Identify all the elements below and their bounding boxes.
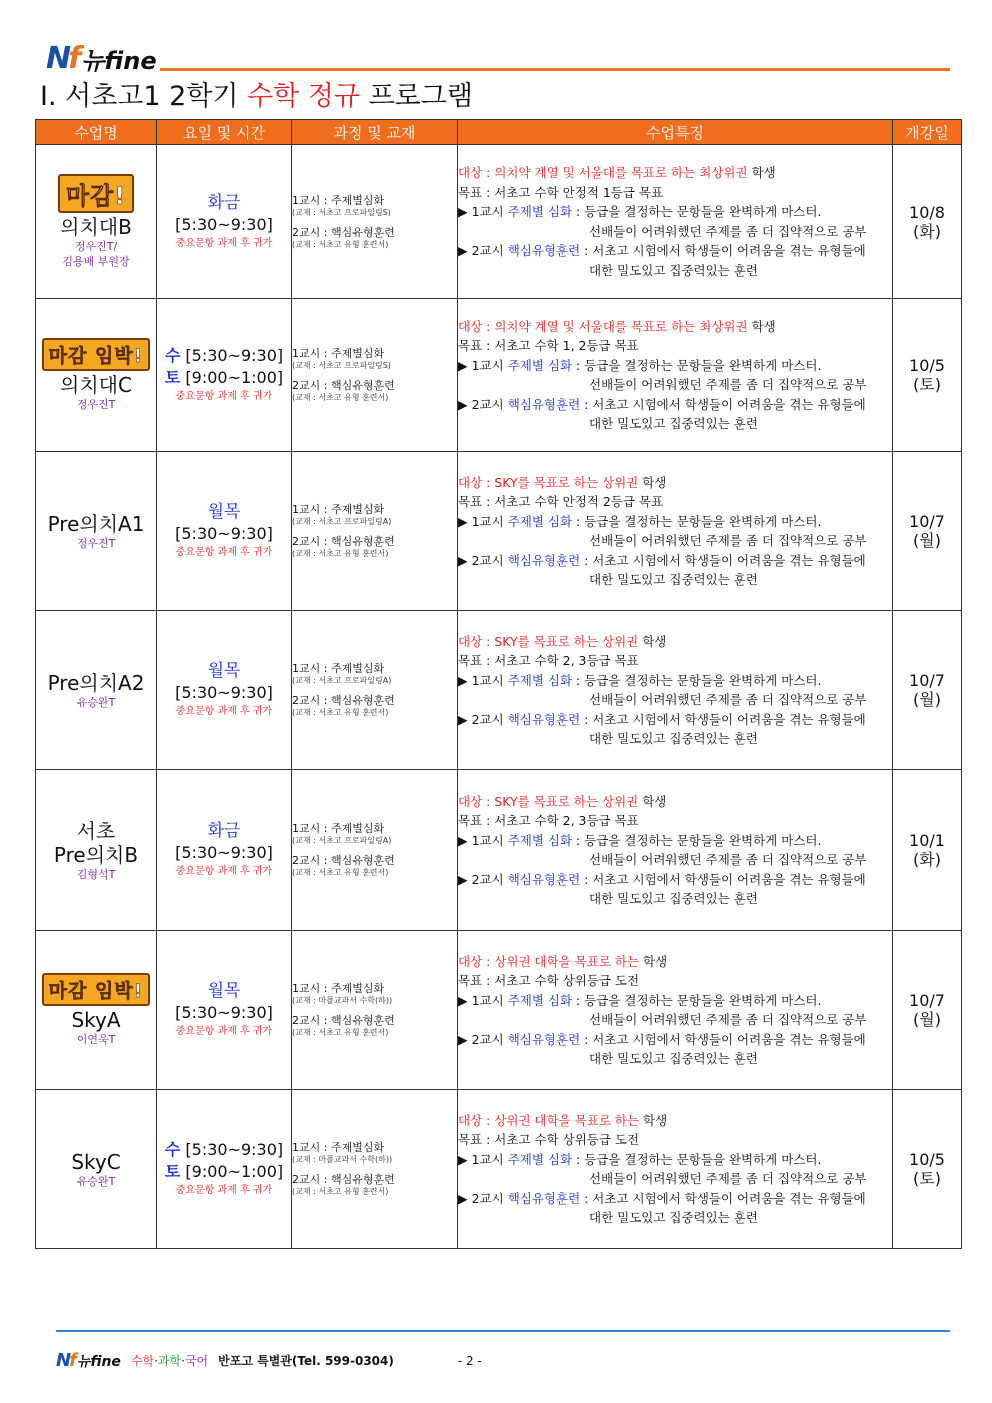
- period1-label: ▶ 1교시: [458, 832, 504, 848]
- start-date: 10/8: [909, 202, 945, 222]
- period1-book: (교재 : 서초고 프로파일링A): [292, 676, 392, 685]
- period1-book: (교재 : 서초고 프로파일링S): [292, 207, 391, 217]
- teacher-name-2: 김용배 부원장: [62, 255, 130, 268]
- title-suffix: 프로그램: [359, 81, 473, 112]
- footer: [56, 1350, 482, 1371]
- period2-topic: 핵심유형훈련: [507, 396, 581, 412]
- schedule-hours: [5:30~9:30]: [175, 214, 273, 234]
- period1-course: 1교시 : 주제별심화: [292, 503, 385, 516]
- schedule-note: 중요문항 과제 후 귀가: [175, 1185, 273, 1196]
- target-label: 대상 :: [458, 793, 495, 809]
- target-highlight: SKY를 목표로 하는 상위권: [494, 793, 639, 809]
- features-cell: [458, 452, 893, 611]
- schedule-days: 화금: [207, 192, 241, 213]
- start-weekday: (화): [913, 850, 941, 869]
- period2-book: (교재 : 서초고 유형 훈련서): [292, 1028, 389, 1037]
- period2-topic: 핵심유형훈련: [507, 243, 581, 258]
- period2-label: ▶ 2교시: [458, 243, 504, 258]
- period2-label: ▶ 2교시: [458, 871, 504, 887]
- period2-topic: 핵심유형훈련: [507, 871, 581, 887]
- period2-book: (교재 : 서초고 유형 훈련서): [292, 549, 389, 558]
- schedule-hours: [5:30~9:30]: [175, 683, 273, 702]
- target-label: 대상 :: [458, 318, 495, 334]
- teacher-name: 유승완T: [76, 1174, 116, 1188]
- target-line: [458, 317, 892, 337]
- period1-topic: 주제별 심화: [507, 672, 573, 688]
- period2-desc: : 서초고 시험에서 학생들이 어려움을 겪는 유형들에: [580, 552, 866, 568]
- period1-book: (교재 : 마플교과서 수학(하)): [292, 996, 393, 1005]
- start-date-cell: [893, 145, 962, 299]
- table-row: [36, 299, 962, 452]
- course-cell: [292, 1090, 458, 1249]
- target-suffix: 학생: [638, 793, 667, 809]
- period2-book: (교재 : 서초고 유형 훈련서): [292, 393, 389, 402]
- target-suffix: 학생: [638, 633, 667, 649]
- period2-course: 2교시 : 핵심유형훈련: [292, 694, 395, 707]
- start-date-cell: [893, 1090, 962, 1249]
- period1-topic: 주제별 심화: [507, 1151, 573, 1167]
- period2-line: [458, 395, 892, 415]
- period1-topic: 주제별 심화: [507, 992, 573, 1008]
- period1-desc-2: 선배들이 어려워했던 주제를 좀 더 집약적으로 공부: [589, 692, 867, 707]
- period2-line: [458, 551, 892, 571]
- schedule-row: [157, 1161, 291, 1183]
- target-label: 대상 :: [458, 953, 495, 969]
- class-name-cell: [36, 770, 157, 931]
- schedule-day: 수: [164, 1140, 181, 1159]
- class-name: Pre의치B: [53, 842, 139, 867]
- features-cell: [458, 611, 893, 770]
- schedule-cell: [157, 1090, 292, 1249]
- period1-topic: 주제별 심화: [507, 513, 573, 529]
- class-name: 의치대B: [60, 215, 132, 239]
- schedule-note: 중요문항 과제 후 귀가: [175, 1026, 273, 1037]
- goal-line: 목표 : 서초고 수학 상위등급 도전: [458, 973, 640, 988]
- period2-desc-2: 대한 밀도있고 집중력있는 훈련: [589, 416, 758, 431]
- target-suffix: 학생: [639, 1112, 668, 1128]
- class-name: Pre의치A1: [47, 511, 145, 536]
- start-date: 10/7: [909, 512, 945, 531]
- goal-line: 목표 : 서초고 수학 2, 3등급 목표: [458, 653, 639, 668]
- features-cell: [458, 931, 893, 1090]
- period2-desc-2: 대한 밀도있고 집중력있는 훈련: [589, 731, 758, 746]
- period2-line: [458, 1030, 892, 1050]
- target-highlight: 의치약 계열 및 서울대를 목표로 하는 최상위권: [494, 165, 748, 180]
- period2-topic: 핵심유형훈련: [507, 1031, 581, 1047]
- goal-line: 목표 : 서초고 수학 상위등급 도전: [458, 1132, 640, 1147]
- course-cell: [292, 931, 458, 1090]
- title-prefix: Ⅰ. 서초고1 2학기: [40, 81, 248, 112]
- target-suffix: 학생: [747, 165, 776, 180]
- goal-line: 목표 : 서초고 수학 안정적 2등급 목표: [458, 494, 664, 509]
- goal-line: 목표 : 서초고 수학 안정적 1등급 목표: [458, 184, 664, 200]
- schedule-cell: [157, 299, 292, 452]
- start-date: 10/5: [909, 356, 945, 375]
- period1-line: [458, 512, 892, 532]
- period2-topic: 핵심유형훈련: [507, 711, 581, 727]
- period2-desc-2: 대한 밀도있고 집중력있는 훈련: [589, 1210, 758, 1225]
- goal-line: 목표 : 서초고 수학 2, 3등급 목표: [458, 813, 639, 828]
- period2-course: 2교시 : 핵심유형훈련: [292, 225, 395, 239]
- period1-desc: : 등급을 결정하는 문항들을 완벽하게 마스터.: [572, 1151, 822, 1167]
- schedule-cell: [157, 770, 292, 931]
- target-highlight: 상위권 대학을 목표로 하는: [494, 953, 640, 969]
- period2-course: 2교시 : 핵심유형훈련: [292, 379, 395, 392]
- period2-line: [458, 870, 892, 890]
- schedule-day: 토: [164, 1162, 181, 1181]
- period1-book: (교재 : 서초고 프로파일링A): [292, 836, 392, 845]
- period2-label: ▶ 2교시: [458, 1190, 504, 1206]
- period1-desc-2: 선배들이 어려워했던 주제를 좀 더 집약적으로 공부: [589, 223, 867, 239]
- target-highlight: 의치약 계열 및 서울대를 목표로 하는 최상위권: [494, 318, 748, 334]
- period1-label: ▶ 1교시: [458, 204, 504, 219]
- teacher-name: 정우진T: [76, 536, 116, 550]
- schedule-hours: [5:30~9:30]: [175, 524, 273, 543]
- schedule-hours: [5:30~9:30]: [185, 346, 284, 365]
- goal-line: 목표 : 서초고 수학 1, 2등급 목표: [458, 338, 639, 353]
- logo-mark: Nf: [46, 41, 79, 76]
- deadline-badge: 마감!: [58, 174, 134, 213]
- target-highlight: SKY를 목표로 하는 상위권: [494, 474, 639, 490]
- period1-desc-2: 선배들이 어려워했던 주제를 좀 더 집약적으로 공부: [589, 377, 867, 392]
- target-suffix: 학생: [638, 474, 667, 490]
- period2-desc: : 서초고 시험에서 학생들이 어려움을 겪는 유형들에: [580, 711, 866, 727]
- period1-line: [458, 202, 892, 222]
- schedule-days: 월목: [207, 981, 241, 1001]
- period1-desc-2: 선배들이 어려워했던 주제를 좀 더 집약적으로 공부: [589, 533, 867, 548]
- table-row: [36, 770, 962, 931]
- period2-book: (교재 : 서초고 유형 훈련서): [292, 868, 389, 877]
- period2-desc: : 서초고 시험에서 학생들이 어려움을 겪는 유형들에: [580, 396, 866, 412]
- table-row: [36, 145, 962, 299]
- start-weekday: (토): [913, 1169, 941, 1188]
- period2-desc-2: 대한 밀도있고 집중력있는 훈련: [589, 262, 758, 278]
- period1-label: ▶ 1교시: [458, 513, 504, 529]
- deadline-badge: 마감 임박!: [42, 338, 151, 371]
- period1-line: [458, 356, 892, 376]
- schedule-hours: [9:00~1:00]: [185, 368, 284, 387]
- period1-course: 1교시 : 주제별심화: [292, 1141, 385, 1154]
- start-weekday: (월): [913, 1010, 941, 1029]
- period2-desc-2: 대한 밀도있고 집중력있는 훈련: [589, 891, 758, 906]
- class-name-cell: [36, 452, 157, 611]
- footer-logo-brand: 뉴fine: [76, 1353, 121, 1370]
- teacher-name: 정우진T: [76, 398, 116, 411]
- footer-subjects: [131, 1352, 208, 1369]
- schedule-note: 중요문항 과제 후 귀가: [175, 391, 273, 402]
- period2-desc-2: 대한 밀도있고 집중력있는 훈련: [589, 1051, 758, 1066]
- schedule-hours: [9:00~1:00]: [185, 1162, 284, 1181]
- schedule-cell: [157, 452, 292, 611]
- period1-book: (교재 : 서초고 프로파일링A): [292, 517, 392, 526]
- start-date-cell: [893, 931, 962, 1090]
- subject-korean: 국어: [184, 1354, 209, 1368]
- col-features: 수업특징: [458, 120, 893, 145]
- page-title: [40, 80, 473, 114]
- period2-book: (교재 : 서초고 유형 훈련서): [292, 708, 389, 717]
- target-line: [458, 163, 892, 183]
- period2-line: [458, 1189, 892, 1209]
- class-name: Pre의치A2: [47, 670, 145, 695]
- period1-course: 1교시 : 주제별심화: [292, 193, 385, 207]
- period1-label: ▶ 1교시: [458, 1151, 504, 1167]
- table-row: [36, 611, 962, 770]
- schedule-day: 토: [164, 368, 181, 387]
- footer-rule: [56, 1330, 950, 1332]
- period2-topic: 핵심유형훈련: [507, 1190, 581, 1206]
- period1-desc: : 등급을 결정하는 문항들을 완벽하게 마스터.: [572, 832, 822, 848]
- period2-desc: : 서초고 시험에서 학생들이 어려움을 겪는 유형들에: [580, 243, 866, 258]
- features-cell: [458, 145, 893, 299]
- footer-logo-mark: Nf: [56, 1350, 75, 1371]
- period2-line: [458, 710, 892, 730]
- start-weekday: (월): [913, 690, 941, 709]
- target-suffix: 학생: [747, 318, 776, 334]
- schedule-note: 중요문항 과제 후 귀가: [175, 866, 273, 877]
- schedule-cell: [157, 611, 292, 770]
- target-line: [458, 952, 892, 972]
- period1-course: 1교시 : 주제별심화: [292, 347, 385, 360]
- table-row: [36, 931, 962, 1090]
- target-label: 대상 :: [458, 633, 495, 649]
- col-course-book: 과정 및 교재: [292, 120, 458, 145]
- period2-label: ▶ 2교시: [458, 552, 504, 568]
- schedule-days: 월목: [207, 661, 241, 681]
- schedule-hours: [5:30~9:30]: [175, 1003, 273, 1022]
- start-date: 10/1: [909, 831, 945, 850]
- period2-course: 2교시 : 핵심유형훈련: [292, 1014, 395, 1027]
- period1-book: (교재 : 마플교과서 수학(하)): [292, 1155, 393, 1164]
- period1-desc-2: 선배들이 어려워했던 주제를 좀 더 집약적으로 공부: [589, 1012, 867, 1027]
- schedule-hours: [5:30~9:30]: [175, 843, 273, 862]
- schedule-cell: [157, 145, 292, 299]
- target-highlight: SKY를 목표로 하는 상위권: [494, 633, 639, 649]
- start-date: 10/5: [909, 1150, 945, 1169]
- table-header-row: [36, 120, 962, 145]
- period2-line: [458, 241, 892, 261]
- course-cell: [292, 452, 458, 611]
- period1-line: [458, 831, 892, 851]
- schedule-note: 중요문항 과제 후 귀가: [175, 706, 273, 717]
- period2-course: 2교시 : 핵심유형훈련: [292, 1173, 395, 1186]
- teacher-name: 이연욱T: [76, 1033, 116, 1046]
- period1-topic: 주제별 심화: [507, 357, 573, 373]
- schedule-row: [157, 367, 291, 389]
- table-row: [36, 452, 962, 611]
- period1-line: [458, 671, 892, 691]
- features-cell: [458, 299, 893, 452]
- course-cell: [292, 611, 458, 770]
- period2-label: ▶ 2교시: [458, 711, 504, 727]
- start-weekday: (토): [913, 375, 941, 394]
- footer-branch: 반포고 특별관(Tel. 599-0304): [218, 1354, 394, 1368]
- period1-line: [458, 991, 892, 1011]
- period2-desc: : 서초고 시험에서 학생들이 어려움을 겪는 유형들에: [580, 1190, 866, 1206]
- target-label: 대상 :: [458, 474, 495, 490]
- class-name: 의치대C: [60, 373, 132, 397]
- period2-desc-2: 대한 밀도있고 집중력있는 훈련: [589, 572, 758, 587]
- period1-topic: 주제별 심화: [507, 204, 573, 219]
- title-highlight: 수학 정규: [247, 81, 360, 112]
- target-label: 대상 :: [458, 1112, 495, 1128]
- period1-desc: : 등급을 결정하는 문항들을 완벽하게 마스터.: [572, 357, 822, 373]
- period1-desc-2: 선배들이 어려워했던 주제를 좀 더 집약적으로 공부: [589, 1171, 867, 1186]
- course-cell: [292, 770, 458, 931]
- features-cell: [458, 770, 893, 931]
- period1-book: (교재 : 서초고 프로파일링S): [292, 361, 391, 370]
- program-table: [35, 119, 962, 1249]
- schedule-cell: [157, 931, 292, 1090]
- start-date-cell: [893, 299, 962, 452]
- target-label: 대상 :: [458, 165, 495, 180]
- class-name: SkyA: [71, 1008, 121, 1032]
- period2-book: (교재 : 서초고 유형 훈련서): [292, 1187, 389, 1196]
- header-rule: [160, 68, 950, 71]
- target-line: [458, 632, 892, 652]
- period1-course: 1교시 : 주제별심화: [292, 982, 385, 995]
- course-cell: [292, 299, 458, 452]
- logo: [46, 41, 157, 76]
- start-date: 10/7: [909, 991, 945, 1010]
- period1-line: [458, 1150, 892, 1170]
- start-date-cell: [893, 770, 962, 931]
- period1-label: ▶ 1교시: [458, 672, 504, 688]
- class-name-cell: [36, 931, 157, 1090]
- schedule-days: 월목: [207, 502, 241, 522]
- period1-desc: : 등급을 결정하는 문항들을 완벽하게 마스터.: [572, 992, 822, 1008]
- class-name: 서초: [76, 818, 116, 843]
- period2-course: 2교시 : 핵심유형훈련: [292, 854, 395, 867]
- period1-topic: 주제별 심화: [507, 832, 573, 848]
- period1-desc: : 등급을 결정하는 문항들을 완벽하게 마스터.: [572, 513, 822, 529]
- period1-course: 1교시 : 주제별심화: [292, 662, 385, 675]
- class-name-cell: [36, 145, 157, 299]
- period1-label: ▶ 1교시: [458, 992, 504, 1008]
- col-class-name: 수업명: [36, 120, 157, 145]
- target-suffix: 학생: [639, 953, 668, 969]
- target-highlight: 상위권 대학을 목표로 하는: [494, 1112, 640, 1128]
- subject-sep: ·: [181, 1354, 185, 1368]
- period1-desc: : 등급을 결정하는 문항들을 완벽하게 마스터.: [572, 204, 822, 219]
- class-name-cell: [36, 299, 157, 452]
- target-line: [458, 473, 892, 493]
- teacher-name: 유승완T: [76, 695, 116, 709]
- subject-math: 수학: [130, 1354, 155, 1368]
- period2-course: 2교시 : 핵심유형훈련: [292, 535, 395, 548]
- schedule-days: 화금: [207, 821, 241, 841]
- schedule-note: 중요문항 과제 후 귀가: [175, 547, 273, 558]
- subject-science: 과학: [157, 1354, 182, 1368]
- page-number: - 2 -: [457, 1353, 482, 1368]
- schedule-row: [157, 1139, 291, 1161]
- period1-desc: : 등급을 결정하는 문항들을 완벽하게 마스터.: [572, 672, 822, 688]
- start-date-cell: [893, 452, 962, 611]
- col-day-time: 요일 및 시간: [157, 120, 292, 145]
- target-line: [458, 792, 892, 812]
- class-name: SkyC: [71, 1149, 121, 1174]
- schedule-hours: [5:30~9:30]: [185, 1140, 284, 1159]
- schedule-row: [157, 345, 291, 367]
- course-cell: [292, 145, 458, 299]
- start-weekday: (화): [913, 221, 941, 241]
- schedule-day: 수: [164, 346, 181, 365]
- period2-desc: : 서초고 시험에서 학생들이 어려움을 겪는 유형들에: [580, 1031, 866, 1047]
- start-date-cell: [893, 611, 962, 770]
- target-line: [458, 1111, 892, 1131]
- subject-sep: ·: [154, 1354, 158, 1368]
- start-weekday: (월): [913, 531, 941, 550]
- class-name-cell: [36, 611, 157, 770]
- features-cell: [458, 1090, 893, 1249]
- period2-label: ▶ 2교시: [458, 1031, 504, 1047]
- schedule-note: 중요문항 과제 후 귀가: [175, 237, 273, 249]
- teacher-name: 정우진T/: [74, 240, 118, 253]
- period2-topic: 핵심유형훈련: [507, 552, 581, 568]
- logo-brand: 뉴fine: [81, 47, 157, 75]
- class-name-cell: [36, 1090, 157, 1249]
- period2-label: ▶ 2교시: [458, 396, 504, 412]
- period1-course: 1교시 : 주제별심화: [292, 822, 385, 835]
- table-row: [36, 1090, 962, 1249]
- deadline-badge: 마감 임박!: [42, 973, 151, 1006]
- period2-desc: : 서초고 시험에서 학생들이 어려움을 겪는 유형들에: [580, 871, 866, 887]
- col-start-date: 개강일: [893, 120, 962, 145]
- start-date: 10/7: [909, 671, 945, 690]
- period1-label: ▶ 1교시: [458, 357, 504, 373]
- period1-desc-2: 선배들이 어려워했던 주제를 좀 더 집약적으로 공부: [589, 852, 867, 867]
- period2-book: (교재 : 서초고 유형 훈련서): [292, 239, 389, 249]
- teacher-name: 김형석T: [76, 867, 116, 881]
